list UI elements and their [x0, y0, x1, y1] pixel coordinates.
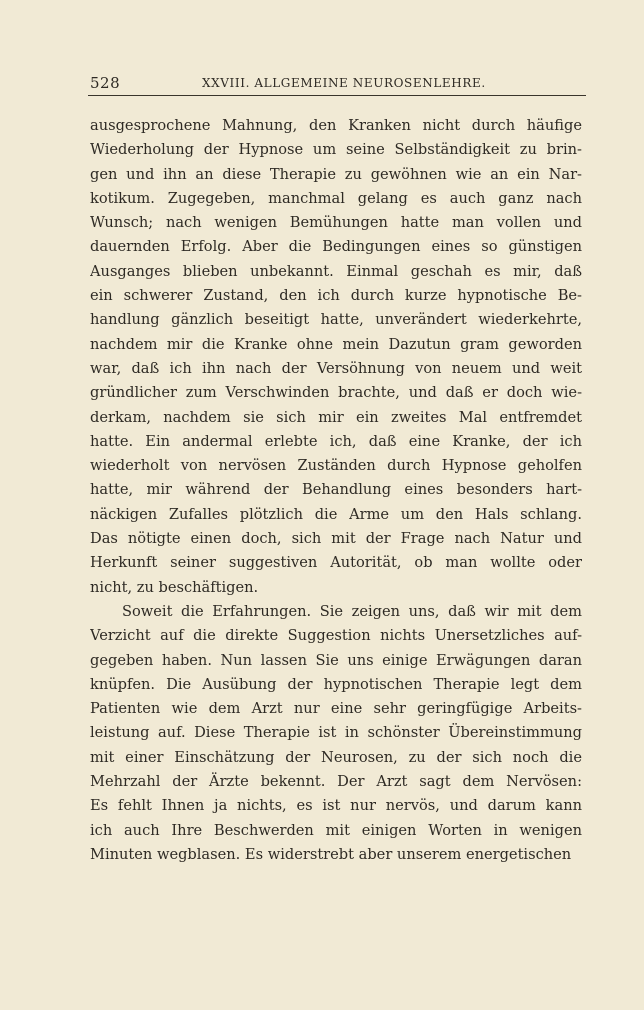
text-line: derkam, nachdem sie sich mir ein zweites Mal entfremdet [90, 408, 582, 426]
text-line: leistung auf. Diese Therapie ist in schönster Übereinstimmung [90, 724, 582, 742]
text-line: Wunsch; nach wenigen Bemühungen hatte man vollen und [90, 214, 582, 232]
text-line: näckigen Zufalles plötzlich die Arme um den Hals schlang. [90, 505, 582, 523]
text-line: Soweit die Erfahrungen. Sie zeigen uns, daß wir mit dem [122, 602, 582, 620]
text-line: dauernden Erfolg. Aber die Bedingungen eines so günstigen [90, 238, 582, 256]
text-line: Verzicht auf die direkte Suggestion nichts Unersetzliches auf- [90, 627, 582, 645]
text-line: kotikum. Zugegeben, manchmal gelang es auch ganz nach [90, 189, 582, 207]
text-line: ein schwerer Zustand, den ich durch kurze hypnotische Be- [90, 287, 582, 305]
text-line: hatte, mir während der Behandlung eines besonders hart- [90, 481, 582, 499]
text-line: Das nötigte einen doch, sich mit der Frage nach Natur und [90, 530, 582, 548]
text-line: Minuten wegblasen. Es widerstrebt aber unserem energetischen [90, 845, 572, 863]
text-line: war, daß ich ihn nach der Versöhnung von neuem und weit [90, 359, 582, 377]
text-line: gründlicher zum Verschwinden brachte, und daß er doch wie- [90, 384, 582, 402]
text-line: hatte. Ein andermal erlebte ich, daß eine Kranke, der ich [90, 432, 582, 450]
running-title: XXVIII. ALLGEMEINE NEUROSENLEHRE. [202, 76, 486, 90]
text-line: nicht, zu beschäftigen. [90, 578, 259, 596]
text-line: Herkunft seiner suggestiven Autorität, ob man wollte oder [90, 554, 582, 572]
paragraph [90, 600, 582, 867]
text-line: handlung gänzlich beseitigt hatte, unverändert wiederkehrte, [90, 311, 582, 329]
text-line: nachdem mir die Kranke ohne mein Dazutun gram geworden [90, 335, 582, 353]
running-head [90, 72, 586, 92]
header-rule [88, 95, 586, 96]
text-line: Wiederholung der Hypnose um seine Selbständigkeit zu brin- [90, 141, 582, 159]
text-line: Es fehlt Ihnen ja nichts, es ist nur nervös, und darum kann [90, 797, 582, 815]
text-line: knüpfen. Die Ausübung der hypnotischen Therapie legt dem [90, 675, 582, 693]
page-number: 528 [90, 74, 121, 92]
text-line: wiederholt von nervösen Zuständen durch Hypnose geholfen [90, 457, 582, 475]
text-line: Patienten wie dem Arzt nur eine sehr geringfügige Arbeits- [90, 700, 582, 718]
paragraph [90, 114, 582, 600]
text-line: gen und ihn an diese Therapie zu gewöhnen wie an ein Nar- [90, 165, 582, 183]
text-line: Mehrzahl der Ärzte bekennt. Der Arzt sagt dem Nervösen: [90, 773, 582, 791]
text-line: ich auch Ihre Beschwerden mit einigen Worten in wenigen [90, 821, 582, 839]
body-text [90, 114, 582, 867]
text-line: gegeben haben. Nun lassen Sie uns einige Erwägungen daran [90, 651, 582, 669]
text-line: mit einer Einschätzung der Neurosen, zu der sich noch die [90, 748, 582, 766]
text-line: ausgesprochene Mahnung, den Kranken nicht durch häufige [90, 117, 582, 134]
text-line: Ausganges blieben unbekannt. Einmal geschah es mir, daß [90, 262, 582, 280]
